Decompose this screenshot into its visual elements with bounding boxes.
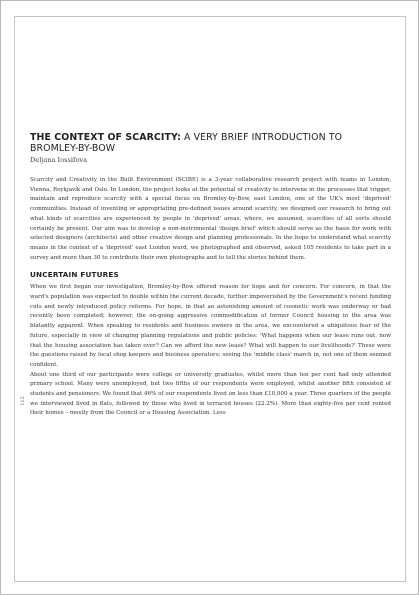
section-paragraph: When we first began our investigation, Bromley-by-Bow offered reason for hope and for concern. For concern, in that the ward's population was expected to double within the current decade, further impoverished by the Government's recent funding cuts and newly introduced policy reforms. For hope, in that an astonishing amount of cosmetic work was underway or had recently been completed; however, the on-going aggressive commodification of former Council housing in the area was blatantly apparent. When speaking to residents and business owners in the area, we encountered a ubiquitous fear of the future, especially in view of changing planning regulations and public policies: 'What happens when our lease runs out, now that the housing association has taken over? Can we afford the new lease? What will happen to our livelihoods?' These were the questions raised by local shop keepers and business operators; seeing the 'middle class' march in, not one of them seemed confident.	[30, 284, 391, 368]
author-name: Deljana Iossifova	[30, 156, 88, 164]
article-title-rest: A VERY BRIEF INTRODUCTION TO BROMLEY-BY-BOW	[30, 132, 343, 154]
section-paragraph: About one third of our participants were college or university graduates, whilst more than ten per cent had only attended primary school. Many were unemployed, but two fifths of our respondents were employed, whilst another fifth consisted of students and pensioners. We found that 46% of our respondents lived on less than £10,000 a year. Three quarters of the people we interviewed lived in flats, followed by those who lived in terraced houses (22.2%). More than eighty-five per cent rented their homes – mostly from the Council or a Housing Association. Less	[30, 371, 391, 417]
intro-paragraph: Scarcity and Creativity in the Built Environment (SCIBE) is a 3-year collaborative research project with teams in London, Vienna, Reykjavík and Oslo. In London, the project looks at the potential of creativity to intervene in the processes that trigger, maintain and reproduce scarcity with a special focus on Bromley-by-Bow, east London, one of the UK's most 'deprived' communities. Instead of inventing or appropriating pre-defined issues around scarcity, we designed our research to bring out what kinds of scarcities are experienced by people in 'deprived' areas, where, we assumed, scarcities of all sorts should certainly be present. Our aim was to develop a non-instrumental 'design brief' which should serve as the basis for work with selected designers (architects) and other creative design and planning professionals. In the hope to understand what scarcity means in the context of a 'deprived' east London ward, we photographed and observed, asked 105 residents to take part in a survey and more than 30 to contribute their own photographs and to tell the stories behind them.	[30, 177, 391, 261]
article-title	[30, 132, 391, 154]
article-body	[30, 132, 391, 419]
page-number: 112	[19, 396, 26, 406]
article-title-lead: THE CONTEXT OF SCARCITY:	[30, 132, 181, 143]
section-heading: UNCERTAIN FUTURES	[30, 270, 119, 280]
